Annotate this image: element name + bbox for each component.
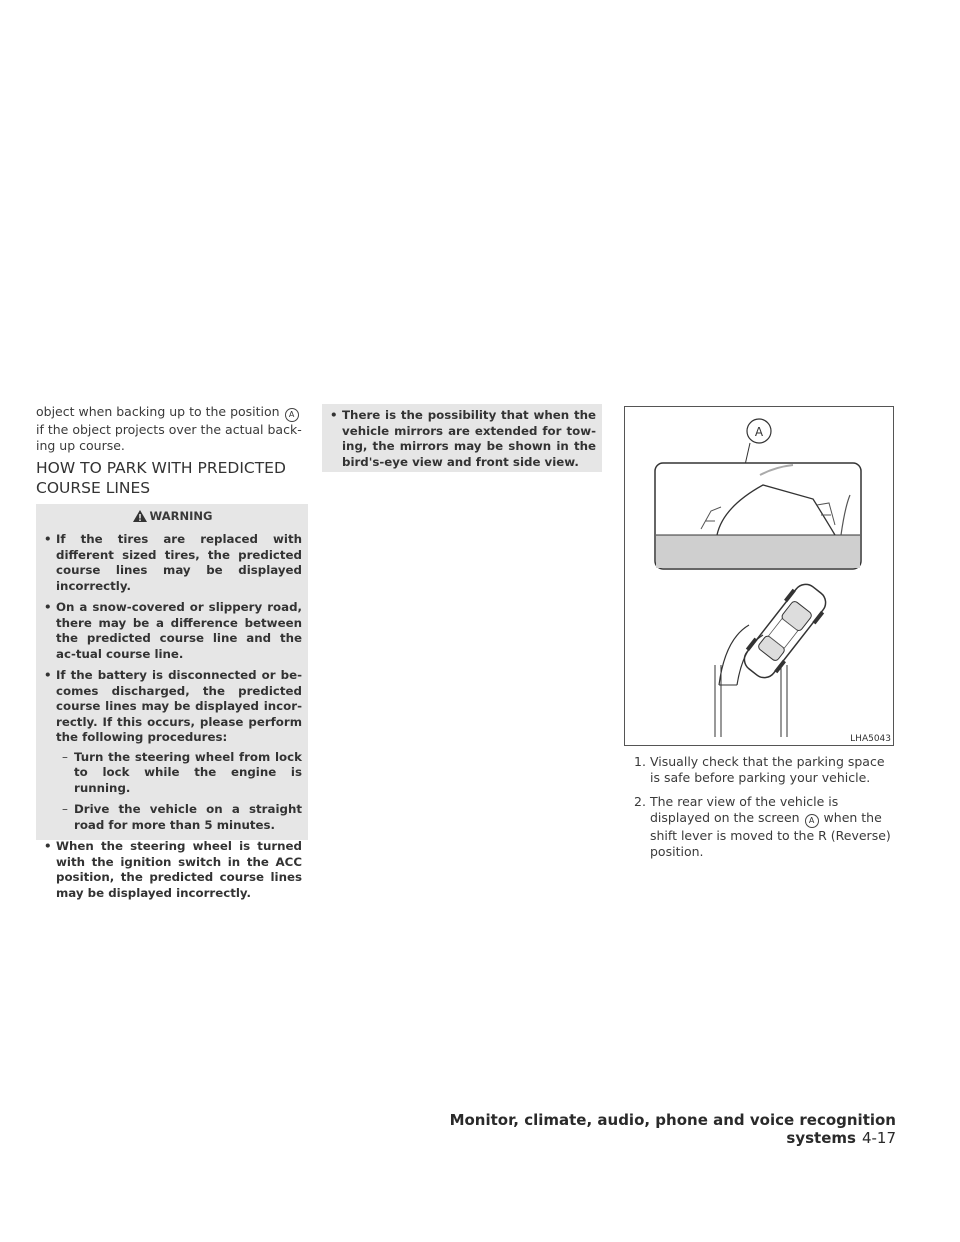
callout-a-label: A: [754, 425, 764, 439]
step-number: 2.: [634, 794, 646, 809]
page-number: 4-17: [861, 1129, 896, 1147]
step-text: Visually check that the parking space is safe before parking your vehicle.: [650, 754, 885, 785]
step-text: The rear view of the vehicle is displayed on the screen: [650, 794, 839, 825]
heading-line-2: COURSE LINES: [36, 479, 151, 497]
step-text-continued: when the shift lever is moved to the R (Reverse) position.: [650, 810, 891, 859]
steps-list: [624, 754, 896, 868]
step-number: 1.: [634, 754, 646, 769]
intro-text-continued: if the object projects over the actual back-ing up course.: [36, 422, 302, 453]
section-heading: [36, 458, 308, 498]
figure-code: LHA5043: [850, 734, 891, 744]
warning-item: • There is the possibility that when the vehicle mirrors are extended for tow-ing, the mirrors may be shown in the bird's-eye view and front side view.: [330, 408, 596, 470]
warning-item: • When the steering wheel is turned with the ignition switch in the ACC position, the predicted course lines may be displayed incorrectly.: [44, 839, 302, 901]
warning-item: • If the tires are replaced with different sized tires, the predicted course lines may be displayed incorrectly.: [44, 532, 302, 594]
warning-subitem: – Drive the vehicle on a straight road for more than 5 minutes.: [44, 802, 302, 833]
warning-list-continued: [330, 408, 596, 476]
warning-title: WARNING: [36, 508, 308, 524]
warning-item: • If the battery is disconnected or be-comes discharged, the predicted course lines may be displayed incor-rectly. If this occurs, please perform the following procedures:: [44, 668, 302, 746]
footer-section-title: Monitor, climate, audio, phone and voice recognition systems: [449, 1111, 896, 1147]
warning-item: • On a snow-covered or slippery road, there may be a difference between the predicted course line and the ac-tual course line.: [44, 600, 302, 662]
callout-a-marker: A: [285, 408, 299, 422]
parking-illustration: [624, 406, 894, 746]
warning-box-continued: [322, 404, 602, 472]
warning-subitem: – Turn the steering wheel from lock to lock while the engine is running.: [44, 750, 302, 797]
intro-paragraph: [36, 404, 308, 454]
intro-text: object when backing up to the position: [36, 404, 280, 419]
warning-triangle-icon: [132, 509, 148, 523]
page-footer: [420, 1111, 896, 1147]
callout-a-marker: A: [805, 814, 819, 828]
heading-line-1: HOW TO PARK WITH PREDICTED: [36, 459, 286, 477]
step-item: [624, 754, 896, 786]
step-item: [624, 794, 896, 860]
warning-box: [36, 504, 308, 900]
warning-list: [44, 532, 302, 907]
rear-view-parking-diagram: [625, 407, 893, 745]
